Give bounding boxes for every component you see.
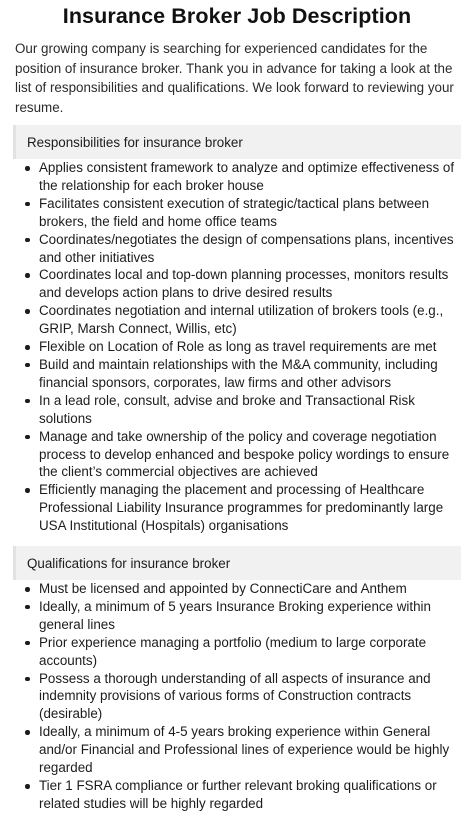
qualifications-heading: Qualifications for insurance broker [27, 555, 231, 571]
page-title: Insurance Broker Job Description [62, 4, 412, 28]
list-item: Flexible on Location of Role as long as travel requirements are met [13, 338, 461, 356]
list-item: Ideally, a minimum of 5 years Insurance Broking experience within general lines [13, 598, 461, 634]
list-item: Manage and take ownership of the policy and coverage negotiation process to develop enhanced and bespoke policy wordings to ensure the client’s commercial objectives are achieved [13, 428, 461, 482]
responsibilities-section-header [13, 125, 461, 159]
list-item: Coordinates negotiation and internal utilization of brokers tools (e.g., GRIP, Marsh Connect, Willis, etc) [13, 302, 461, 338]
list-item: Prior experience managing a portfolio (medium to large corporate accounts) [13, 634, 461, 670]
list-item: Efficiently managing the placement and processing of Healthcare Professional Liability Insurance programmes for predominantly large USA Institutional (Hospitals) organisations [13, 481, 461, 535]
list-item: Coordinates local and top-down planning processes, monitors results and develops action plans to drive desired results [13, 266, 461, 302]
list-item: Applies consistent framework to analyze and optimize effectiveness of the relationship for each broker house [13, 159, 461, 195]
list-item: Coordinates/negotiates the design of compensations plans, incentives and other initiatives [13, 231, 461, 267]
list-item: Possess a thorough understanding of all aspects of insurance and indemnity provisions of various forms of Construction contracts (desirable) [13, 670, 461, 724]
list-item: Facilitates consistent execution of strategic/tactical plans between brokers, the field and home office teams [13, 195, 461, 231]
responsibilities-list [13, 159, 461, 535]
qualifications-list [13, 580, 461, 813]
list-item: Must be licensed and appointed by ConnectiCare and Anthem [13, 580, 461, 598]
list-item: Ideally, a minimum of 4-5 years broking experience within General and/or Financial and Professional lines of experience would be highly regarded [13, 723, 461, 777]
qualifications-section-header [13, 546, 461, 580]
list-item: Build and maintain relationships with the M&A community, including financial sponsors, corporates, law firms and other advisors [13, 356, 461, 392]
intro-paragraph: Our growing company is searching for experienced candidates for the position of insurance broker. Thank you in advance for taking a look at the list of responsibilities and qualifications. We look forward to reviewing your resume. [15, 41, 454, 115]
list-item: In a lead role, consult, advise and broke and Transactional Risk solutions [13, 392, 461, 428]
list-item: Tier 1 FSRA compliance or further relevant broking qualifications or related studies will be highly regarded [13, 777, 461, 813]
responsibilities-heading: Responsibilities for insurance broker [27, 134, 243, 150]
